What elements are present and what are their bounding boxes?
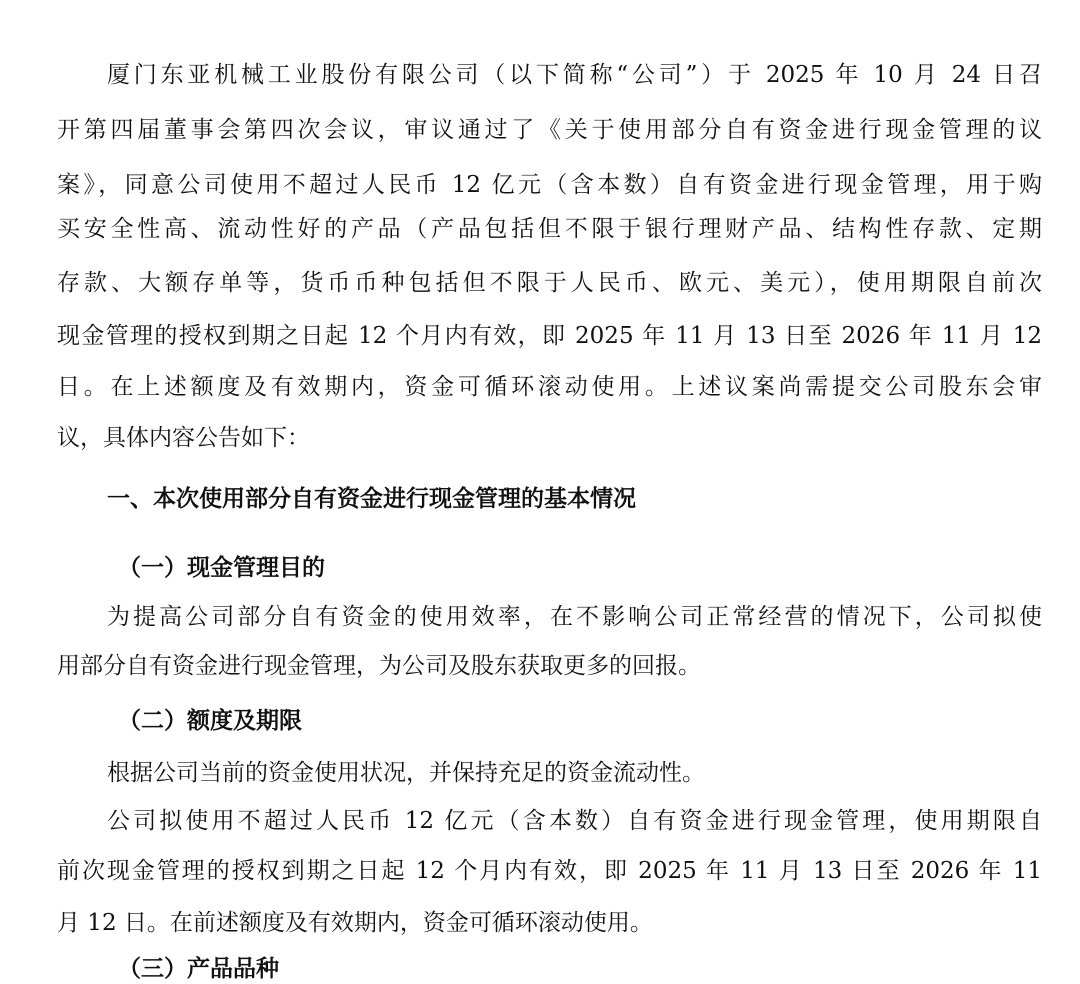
- intro-line-6: 现金管理的授权到期之日起 12 个月内有效，即 2025 年 11 月 13 日至 2026 年 11 月 12: [57, 323, 1042, 349]
- intro-line-2: 开第四届董事会第四次会议，审议通过了《关于使用部分自有资金进行现金管理的议: [57, 117, 1042, 143]
- section-heading: 一、本次使用部分自有资金进行现金管理的基本情况: [107, 486, 636, 512]
- intro-line-3: 案》，同意公司使用不超过人民币 12 亿元（含本数）自有资金进行现金管理，用于购: [57, 172, 1042, 198]
- subsection-2-heading: （二）额度及期限: [118, 708, 302, 734]
- sub2-line-2: 前次现金管理的授权到期之日起 12 个月内有效，即 2025 年 11 月 13 日至 2026 年 11: [57, 858, 1042, 884]
- sub1-line-1: 为提高公司部分自有资金的使用效率，在不影响公司正常经营的情况下，公司拟使: [107, 604, 1042, 630]
- intro-line-1: 厦门东亚机械工业股份有限公司（以下简称“公司”）于 2025 年 10 月 24 日召: [107, 62, 1042, 88]
- subsection-3-heading: （三）产品品种: [118, 956, 279, 982]
- sub1-line-2: 用部分自有资金进行现金管理，为公司及股东获取更多的回报。: [57, 653, 701, 679]
- sub2-paragraph-1: 根据公司当前的资金使用状况，并保持充足的资金流动性。: [107, 760, 705, 786]
- sub2-line-1: 公司拟使用不超过人民币 12 亿元（含本数）自有资金进行现金管理，使用期限自: [107, 808, 1042, 834]
- sub2-line-3: 月 12 日。在前述额度及有效期内，资金可循环滚动使用。: [57, 910, 653, 936]
- intro-line-7: 日。在上述额度及有效期内，资金可循环滚动使用。上述议案尚需提交公司股东会审: [57, 374, 1042, 400]
- subsection-1-heading: （一）现金管理目的: [118, 555, 325, 581]
- intro-line-8: 议，具体内容公告如下：: [57, 425, 310, 451]
- intro-line-4: 买安全性高、流动性好的产品（产品包括但不限于银行理财产品、结构性存款、定期: [57, 216, 1042, 242]
- intro-line-5: 存款、大额存单等，货币币种包括但不限于人民币、欧元、美元），使用期限自前次: [57, 270, 1042, 296]
